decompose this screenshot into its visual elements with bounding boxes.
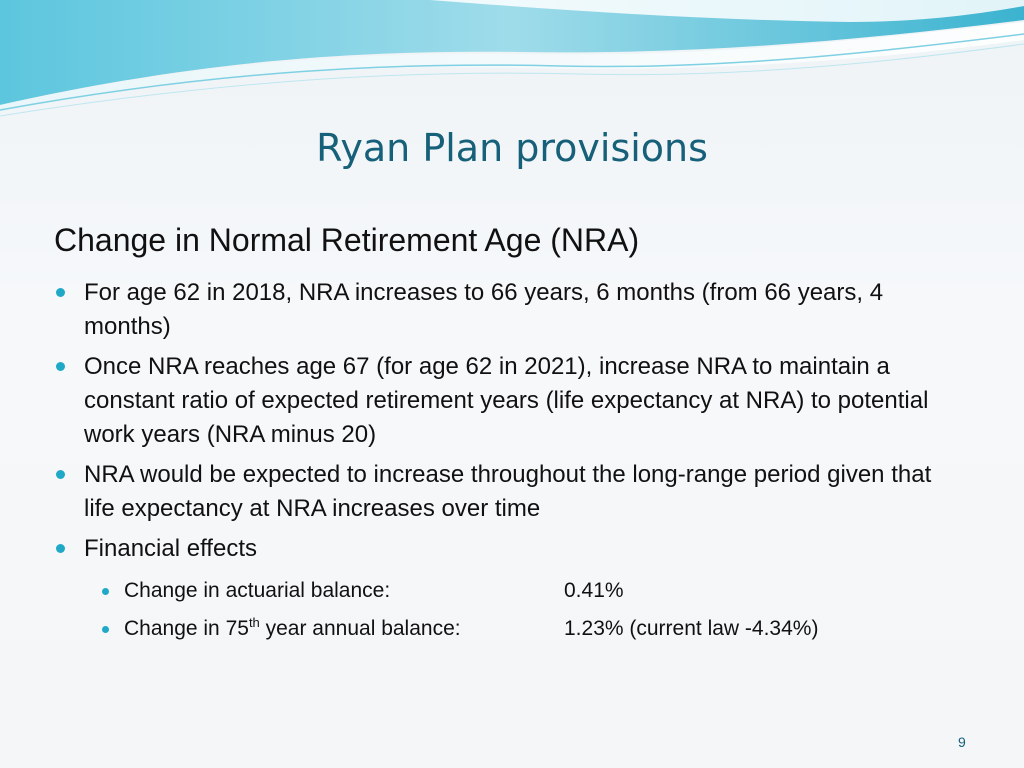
page-number: 9 — [958, 734, 966, 750]
bullet-dot-icon — [56, 362, 65, 371]
bullet-text: Financial effects — [84, 535, 257, 562]
bullet-dot-icon — [56, 544, 65, 553]
bullet-list — [54, 276, 954, 654]
list-item — [54, 458, 954, 526]
bullet-text: For age 62 in 2018, NRA increases to 66 years, 6 months (from 66 years, 4 months) — [84, 279, 884, 340]
annual-balance-value: 1.23% (current law -4.34%) — [564, 617, 819, 640]
sub-list-item — [84, 610, 954, 648]
bullet-dot-icon — [56, 470, 65, 479]
list-item — [54, 532, 954, 648]
bullet-dot-icon — [56, 288, 65, 297]
bullet-text: Once NRA reaches age 67 (for age 62 in 2021), increase NRA to maintain a constant ratio of expected retirement years (life expectancy at NRA) to potential work years (NRA minus 20) — [84, 353, 929, 448]
section-heading: Change in Normal Retirement Age (NRA) — [54, 222, 640, 258]
annual-balance-label-prefix: Change in 75 — [124, 617, 249, 640]
decorative-wave-header — [0, 0, 1024, 140]
actuarial-balance-label: Change in actuarial balance: — [124, 579, 391, 602]
actuarial-balance-value: 0.41% — [564, 579, 624, 602]
annual-balance-label-suffix: year annual balance: — [259, 617, 461, 640]
annual-balance-label — [124, 610, 564, 648]
list-item — [54, 350, 954, 452]
sub-bullet-dot-icon — [102, 588, 109, 595]
list-item — [54, 276, 954, 344]
bullet-text: NRA would be expected to increase throughout the long-range period given that life expectancy at NRA increases over time — [84, 461, 932, 522]
slide-title: Ryan Plan provisions — [316, 126, 708, 170]
sub-list-item — [84, 572, 954, 610]
ordinal-suffix: th — [248, 615, 260, 630]
sub-bullet-dot-icon — [102, 626, 109, 633]
financial-effects-list — [84, 572, 954, 648]
